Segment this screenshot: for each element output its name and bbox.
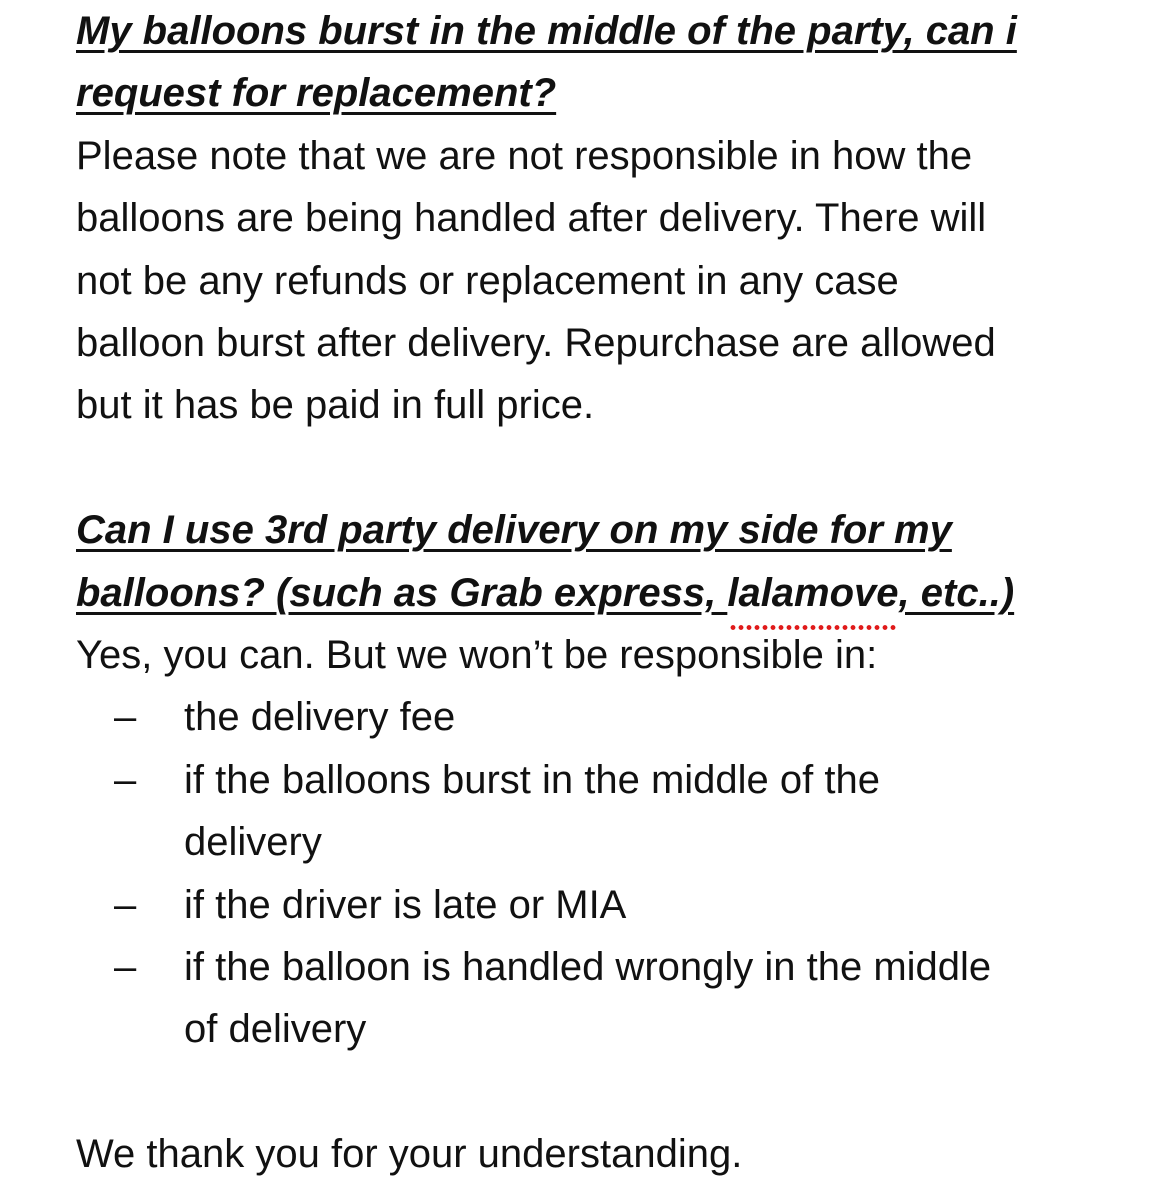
bullet-text: the delivery fee [184, 695, 456, 740]
bullet-item-4-continuation: of delivery [184, 1007, 367, 1052]
bullet-item-2 [76, 749, 1126, 811]
faq-1-question-line-1: My balloons burst in the middle of the party, can i [76, 9, 1017, 53]
bullet-item-1 [76, 686, 1126, 748]
bullet-item-3 [76, 874, 1126, 936]
bullet-text: if the driver is late or MIA [184, 882, 627, 927]
faq-1-answer-line-5: but it has be paid in full price. [76, 383, 595, 428]
bullet-dash: – [114, 757, 137, 802]
faq-2-question-text-b: , etc..) [898, 570, 1015, 615]
faq-2-answer-intro: Yes, you can. But we won’t be responsible in: [76, 632, 878, 677]
bullet-dash: – [114, 944, 137, 989]
faq-2-question-line-1: Can I use 3rd party delivery on my side for my [76, 508, 952, 553]
bullet-dash: – [114, 882, 137, 927]
bullet-text: if the balloons burst in the middle of the [184, 757, 880, 802]
document-body [76, 0, 1126, 1185]
faq-1-question-line-2: request for replacement? [76, 71, 557, 116]
faq-1-answer-line-4: balloon burst after delivery. Repurchase are allowed [76, 320, 996, 365]
faq-1-answer-line-3: not be any refunds or replacement in any case [76, 258, 899, 303]
faq-2-question-text-a: balloons? (such as Grab express, [76, 570, 728, 615]
bullet-item-4 [76, 936, 1126, 998]
paragraph-spacer [76, 437, 1126, 499]
faq-2-question-line-2 [76, 562, 1126, 624]
spellcheck-word-lalamove[interactable]: lalamove [727, 562, 898, 624]
bullet-dash: – [114, 695, 137, 740]
closing-text: We thank you for your understanding. [76, 1132, 743, 1177]
faq-1-answer-line-2: balloons are being handled after delivery. There will [76, 196, 987, 241]
bullet-item-2-continuation: delivery [184, 820, 322, 865]
paragraph-spacer [76, 1061, 1126, 1123]
faq-1-answer-line-1: Please note that we are not responsible in how the [76, 133, 973, 178]
bullet-text: if the balloon is handled wrongly in the middle [184, 944, 992, 989]
